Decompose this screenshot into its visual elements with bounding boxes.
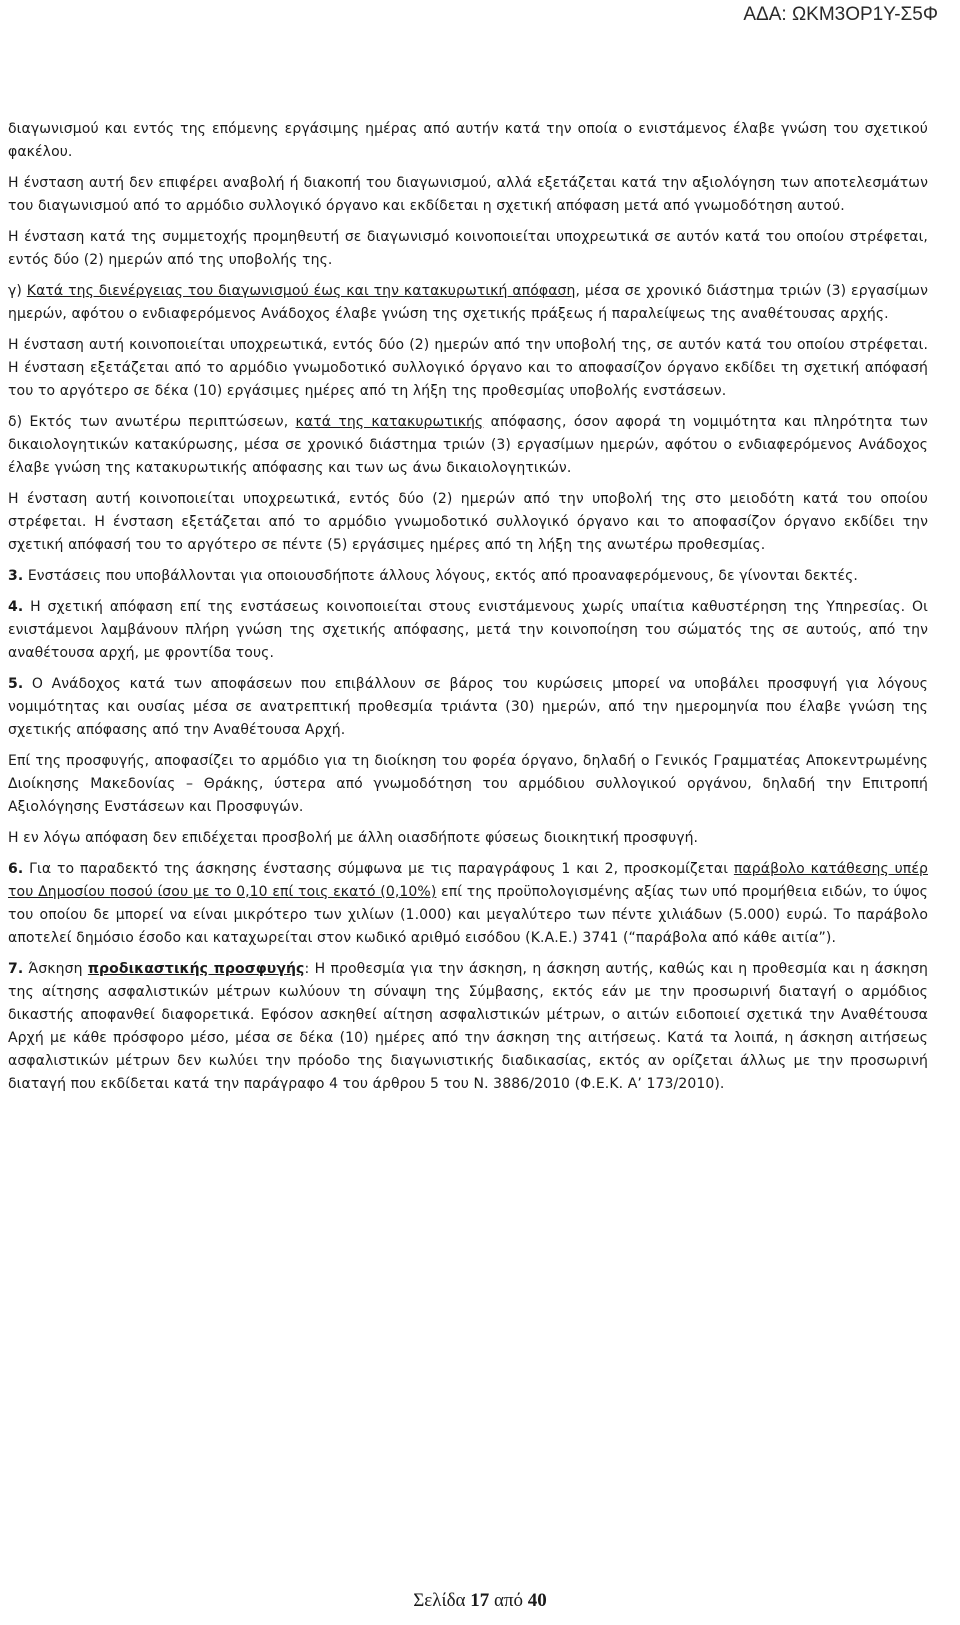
numbered-paragraph-4: [8, 596, 928, 665]
paragraph-text: Η σχετική απόφαση επί της ενστάσεως κοινοποιείται στους ενιστάμενους χωρίς υπαίτια καθυστέρηση της Υπηρεσίας. Οι ενιστάμενοι λαμβάνουν πλήρη γνώση της σχετικής απόφασης, μετά την κοινοποίηση του σώματός της σε αυτούς, από την αναθέτουσα αρχή, με φροντίδα τους.: [8, 599, 928, 661]
document-body: [8, 118, 928, 1104]
paragraph-text: Για το παραδεκτό της άσκησης ένστασης σύμφωνα με τις παραγράφους 1 και 2, προσκομίζεται: [23, 861, 734, 877]
paragraph-text: : Η προθεσμία για την άσκηση, η άσκηση αυτής, καθώς και η προθεσμία και η άσκηση της αίτησης ασφαλιστικών μέτρων κωλύουν τη σύναψη της Σύμβασης, εκτός εάν με την προσωρινή διαταγή ο αρμόδιος δικαστής αποφανθεί διαφορετικά. Εφόσον ασκηθεί αίτηση ασφαλιστικών μέτρων, ο αιτών ειδοποιεί σχετικά την Αναθέτουσα Αρχή με κάθε πρόσφορο μέσο, μέσα σε δέκα (10) ημέρες από την άσκηση της αιτήσεως. Κατά τα λοιπά, η άσκηση αιτήσεως ασφαλιστικών μέτρων δεν κωλύει την πρόοδο της διαγωνιστικής διαδικασίας, εκτός αν ορίζεται άλλως με την προσωρινή διαταγή που εκδίδεται κατά την παράγραφο 4 του άρθρου 5 του Ν. 3886/2010 (Φ.Ε.Κ. Α’ 173/2010).: [8, 961, 929, 1092]
paragraph: Η ένσταση αυτή κοινοποιείται υποχρεωτικά, εντός δύο (2) ημερών από την υποβολή της στο μειοδότη κατά του οποίου στρέφεται. Η ένσταση εξετάζεται από το αρμόδιο γνωμοδοτικό συλλογικό όργανο και το αποφασίζον όργανο εκδίδει την σχετική απόφασή του το αργότερο σε πέντε (5) εργάσιμες ημέρες από τη λήξη της ανωτέρω προθεσμίας.: [8, 491, 928, 553]
paragraph-item-c: [8, 280, 928, 326]
page-number: 17: [470, 1590, 490, 1611]
paragraph-text: Ενστάσεις που υποβάλλονται για οποιουσδήποτε άλλους λόγους, εκτός από προαναφερόμενους, δε γίνονται δεκτές.: [23, 568, 858, 584]
item-prefix: γ): [8, 283, 27, 299]
paragraph-item-d: [8, 411, 928, 480]
paragraph: Επί της προσφυγής, αποφασίζει το αρμόδιο για τη διοίκηση του φορέα όργανο, δηλαδή ο Γενικός Γραμματέας Αποκεντρωμένης Διοίκησης Μακεδονίας – Θράκης, ύστερα από γνωμοδότηση του αρμόδιου συλλογικού οργάνου, δηλαδή την Επιτροπή Αξιολόγησης Ενστάσεων και Προσφυγών.: [8, 753, 928, 815]
page-total: 40: [527, 1590, 547, 1611]
page-footer: [0, 1590, 960, 1612]
paragraph-number: 5.: [8, 676, 24, 692]
bold-underlined-text: προδικαστικής προσφυγής: [87, 961, 305, 977]
numbered-paragraph-5: [8, 673, 928, 742]
paragraph-text: απόφασης, όσον αφορά τη νομιμότητα και πληρότητα των δικαιολογητικών κατακύρωσης, μέσα σε χρονικό διάστημα τριών (3) εργασίμων ημερών, αφότου ο ενδιαφερόμενος Ανάδοχος έλαβε γνώση της κατακυρωτικής απόφασης και των ως άνω δικαιολογητικών.: [8, 414, 928, 476]
ada-code: ΑΔΑ: ΩΚΜ3ΟΡ1Υ-Σ5Φ: [743, 4, 938, 25]
underlined-text: παράβολο κατάθεσης υπέρ του Δημοσίου ποσού ίσου με το 0,10 επί τοις εκατό (0,10%): [8, 861, 928, 900]
item-prefix: δ) Εκτός των ανωτέρω περιπτώσεων,: [8, 414, 296, 430]
page-separator: από: [489, 1590, 528, 1611]
paragraph: διαγωνισμού και εντός της επόμενης εργάσιμης ημέρας από αυτήν κατά την οποία ο ενιστάμενος έλαβε γνώση του σχετικού φακέλου.: [8, 121, 928, 160]
paragraph-number: 4.: [8, 599, 24, 615]
paragraph: Η ένσταση κατά της συμμετοχής προμηθευτή σε διαγωνισμό κοινοποιείται υποχρεωτικά σε αυτόν κατά του οποίου στρέφεται, εντός δύο (2) ημερών από της υποβολής της.: [8, 229, 928, 268]
numbered-paragraph-3: [8, 565, 928, 588]
paragraph-text: Άσκηση: [23, 961, 88, 977]
page-label: Σελίδα: [413, 1590, 471, 1611]
paragraph-text: επί της προϋπολογισμένης αξίας των υπό προμήθεια ειδών, το ύψος του οποίου δε μπορεί να είναι μικρότερο των χιλίων (1.000) και μεγαλύτερο των πέντε χιλιάδων (5.000) ευρώ. Το παράβολο αποτελεί δημόσιο έσοδο και καταχωρείται στον κωδικό αριθμό εισόδου (Κ.Α.Ε.) 3741 (“παράβολα από κάθε αιτία”).: [8, 884, 928, 946]
numbered-paragraph-7: [8, 958, 928, 1096]
paragraph-text: , μέσα σε χρονικό διάστημα τριών (3) εργασίμων ημερών, αφότου ο ενδιαφερόμενος Ανάδοχος έλαβε γνώση της σχετικής πράξεως ή παραλείψεως της αναθέτουσας αρχής.: [8, 283, 928, 322]
paragraph: Η εν λόγω απόφαση δεν επιδέχεται προσβολή με άλλη οιασδήποτε φύσεως διοικητική προσφυγή.: [8, 830, 699, 846]
paragraph-number: 7.: [8, 961, 24, 977]
paragraph: Η ένσταση αυτή δεν επιφέρει αναβολή ή διακοπή του διαγωνισμού, αλλά εξετάζεται κατά την αξιολόγηση των αποτελεσμάτων του διαγωνισμού από το αρμόδιο συλλογικό όργανο και εκδίδεται η σχετική απόφαση μετά από γνωμοδότηση αυτού.: [8, 175, 928, 214]
numbered-paragraph-6: [8, 858, 928, 950]
underlined-text: κατά της κατακυρωτικής: [295, 414, 484, 430]
underlined-text: Κατά της διενέργειας του διαγωνισμού έως και την κατακυρωτική απόφαση: [26, 283, 576, 299]
paragraph: Η ένσταση αυτή κοινοποιείται υποχρεωτικά, εντός δύο (2) ημερών από την υποβολή της, σε αυτόν κατά του οποίου στρέφεται. Η ένσταση εξετάζεται από το αρμόδιο γνωμοδοτικό συλλογικό όργανο και το αποφασίζον όργανο εκδίδει τη σχετική απόφασή του το αργότερο σε δέκα (10) εργάσιμες ημέρες από τη λήξη της προθεσμίας υποβολής ενστάσεων.: [8, 337, 928, 399]
paragraph-number: 6.: [8, 861, 24, 877]
paragraph-number: 3.: [8, 568, 24, 584]
paragraph-text: Ο Ανάδοχος κατά των αποφάσεων που επιβάλλουν σε βάρος του κυρώσεις μπορεί να υποβάλει προσφυγή για λόγους νομιμότητας και ουσίας μέσα σε ανατρεπτική προθεσμία τριάντα (30) ημερών, από την ημερομηνία που έλαβε γνώση της σχετικής απόφασης από την Αναθέτουσα Αρχή.: [8, 676, 928, 738]
